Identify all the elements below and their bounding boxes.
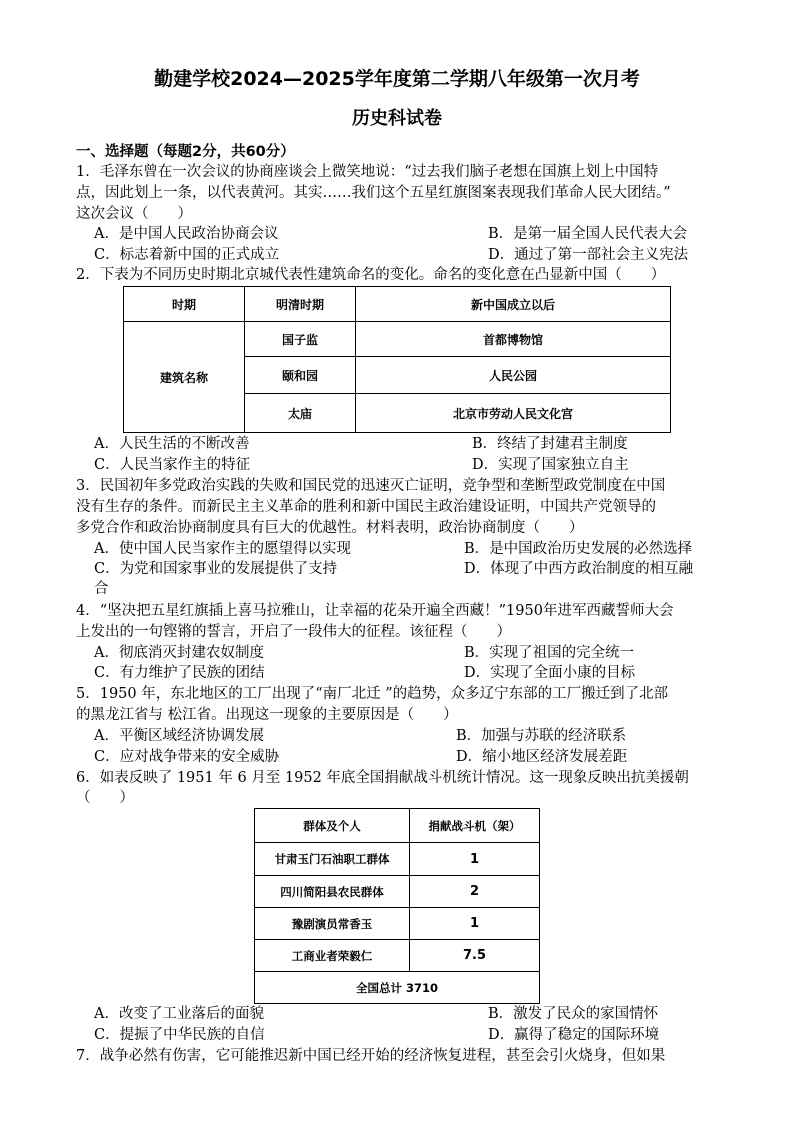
- q3-stem-line-2: 没有生存的条件。而新民主主义革命的胜利和新中国民主政治建设证明，中国共产党领导的: [76, 499, 656, 515]
- table-cell: 太庙: [245, 394, 356, 433]
- q2-option-a: A．人民生活的不断改善: [94, 436, 250, 452]
- exam-subtitle: 历史科试卷: [352, 108, 442, 129]
- q6-stem-line-1: 6．如表反映了 1951 年 6 月至 1952 年底全国捐献战斗机统计情况。这一现象反映出抗美援朝: [76, 770, 689, 786]
- q5-option-b: B．加强与苏联的经济联系: [456, 728, 627, 744]
- q1-option-d: D．通过了第一部社会主义宪法: [488, 247, 689, 263]
- q4-stem-line-2: 上发出的一句铿锵的誓言，开启了一段伟大的征程。该征程（ ）: [76, 624, 511, 640]
- q4-option-d: D．实现了全面小康的目标: [464, 665, 636, 681]
- q5-stem-line-2: 的黑龙江省与 松江省。出现这一现象的主要原因是（ ）: [76, 707, 458, 723]
- section-heading: 一、选择题（每题2分，共60分）: [76, 144, 295, 160]
- q6-header-count: 捐献战斗机（架）: [410, 809, 540, 843]
- q2-option-c: C．人民当家作主的特征: [94, 457, 251, 473]
- q2-header-ming-qing: 明清时期: [245, 287, 356, 322]
- q1-stem-line-3: 这次会议（ ）: [76, 206, 192, 222]
- table-cell: 甘肃玉门石油职工群体: [255, 843, 410, 876]
- q4-option-c: C．有力维护了民族的团结: [94, 665, 265, 681]
- q1-option-c: C．标志着新中国的正式成立: [94, 247, 280, 263]
- table-cell: 2: [410, 876, 540, 908]
- q1-stem-line-1: 1．毛泽东曾在一次会议的协商座谈会上微笑地说：“过去我们脑子老想在国旗上划上中国特: [76, 164, 659, 180]
- q3-option-b: B．是中国政治历史发展的必然选择: [464, 541, 693, 557]
- q5-option-a: A．平衡区域经济协调发展: [94, 728, 264, 744]
- q4-option-b: B．实现了祖国的完全统一: [464, 645, 635, 661]
- table-cell: 1: [410, 908, 540, 940]
- q6-total-cell: 全国总计 3710: [255, 972, 540, 1004]
- table-cell: 四川简阳县农民群体: [255, 876, 410, 908]
- table-cell: 工商业者荣毅仁: [255, 940, 410, 972]
- q2-row-header: 建筑名称: [124, 322, 245, 433]
- q6-option-d: D．赢得了稳定的国际环境: [488, 1027, 660, 1043]
- exam-title: 勤建学校2024—2025学年度第二学期八年级第一次月考: [154, 68, 640, 90]
- q4-stem-line-1: 4．“坚决把五星红旗插上喜马拉雅山，让幸福的花朵开遍全西藏！”1950年进军西藏誓师大会: [76, 603, 674, 619]
- table-cell: 国子监: [245, 322, 356, 357]
- q6-option-b: B．激发了民众的家国情怀: [488, 1006, 659, 1022]
- q2-header-new-china: 新中国成立以后: [356, 287, 671, 322]
- q1-option-a: A．是中国人民政治协商会议: [94, 226, 279, 242]
- q6-option-c: C．提振了中华民族的自信: [94, 1027, 265, 1043]
- table-cell: 豫剧演员常香玉: [255, 908, 410, 940]
- q5-option-c: C．应对战争带来的安全威胁: [94, 749, 280, 765]
- q4-option-a: A．彻底消灭封建农奴制度: [94, 645, 264, 661]
- q3-stem-line-3: 多党合作和政治协商制度具有巨大的优越性。材料表明，政治协商制度（ ）: [76, 520, 584, 536]
- q3-option-c: C．为党和国家事业的发展提供了支持: [94, 561, 338, 577]
- q7-stem-line-1: 7．战争必然有伤害，它可能推迟新中国已经开始的经济恢复进程，甚至会引火烧身，但如果: [76, 1048, 666, 1064]
- table-cell: 人民公园: [356, 357, 671, 394]
- q3-stem-line-1: 3．民国初年多党政治实践的失败和国民党的迅速灭亡证明，竞争型和垄断型政党制度在中国: [76, 478, 666, 494]
- q6-stem-line-2: （ ）: [76, 790, 134, 806]
- q3-option-d-wrap: 合: [94, 581, 109, 597]
- q2-building-table: [123, 286, 671, 433]
- table-cell: 北京市劳动人民文化宫: [356, 394, 671, 433]
- q5-option-d: D．缩小地区经济发展差距: [456, 749, 628, 765]
- q6-option-a: A．改变了工业落后的面貌: [94, 1006, 264, 1022]
- table-cell: 1: [410, 843, 540, 876]
- q5-stem-line-1: 5．1950 年，东北地区的工厂出现了“南厂北迁 ”的趋势，众多辽宁东部的工厂搬迁到了北部: [76, 686, 669, 702]
- q2-option-d: D．实现了国家独立自主: [472, 457, 629, 473]
- q2-stem: 2．下表为不同历史时期北京城代表性建筑命名的变化。命名的变化意在凸显新中国（ ）: [76, 267, 666, 283]
- q1-option-b: B．是第一届全国人民代表大会: [488, 226, 688, 242]
- table-cell: 首都博物馆: [356, 322, 671, 357]
- q6-header-group: 群体及个人: [255, 809, 410, 843]
- q3-option-d: D．体现了中西方政治制度的相互融: [464, 561, 694, 577]
- q3-option-a: A．使中国人民当家作主的愿望得以实现: [94, 541, 351, 557]
- q2-option-b: B．终结了封建君主制度: [472, 436, 628, 452]
- table-cell: 7.5: [410, 940, 540, 972]
- q2-header-period: 时期: [124, 287, 245, 322]
- q1-stem-line-2: 点，因此划上一条，以代表黄河。其实……我们这个五星红旗图案表现我们革命人民大团结。”: [76, 185, 671, 201]
- table-cell: 颐和园: [245, 357, 356, 394]
- q6-donation-table: [254, 808, 540, 1004]
